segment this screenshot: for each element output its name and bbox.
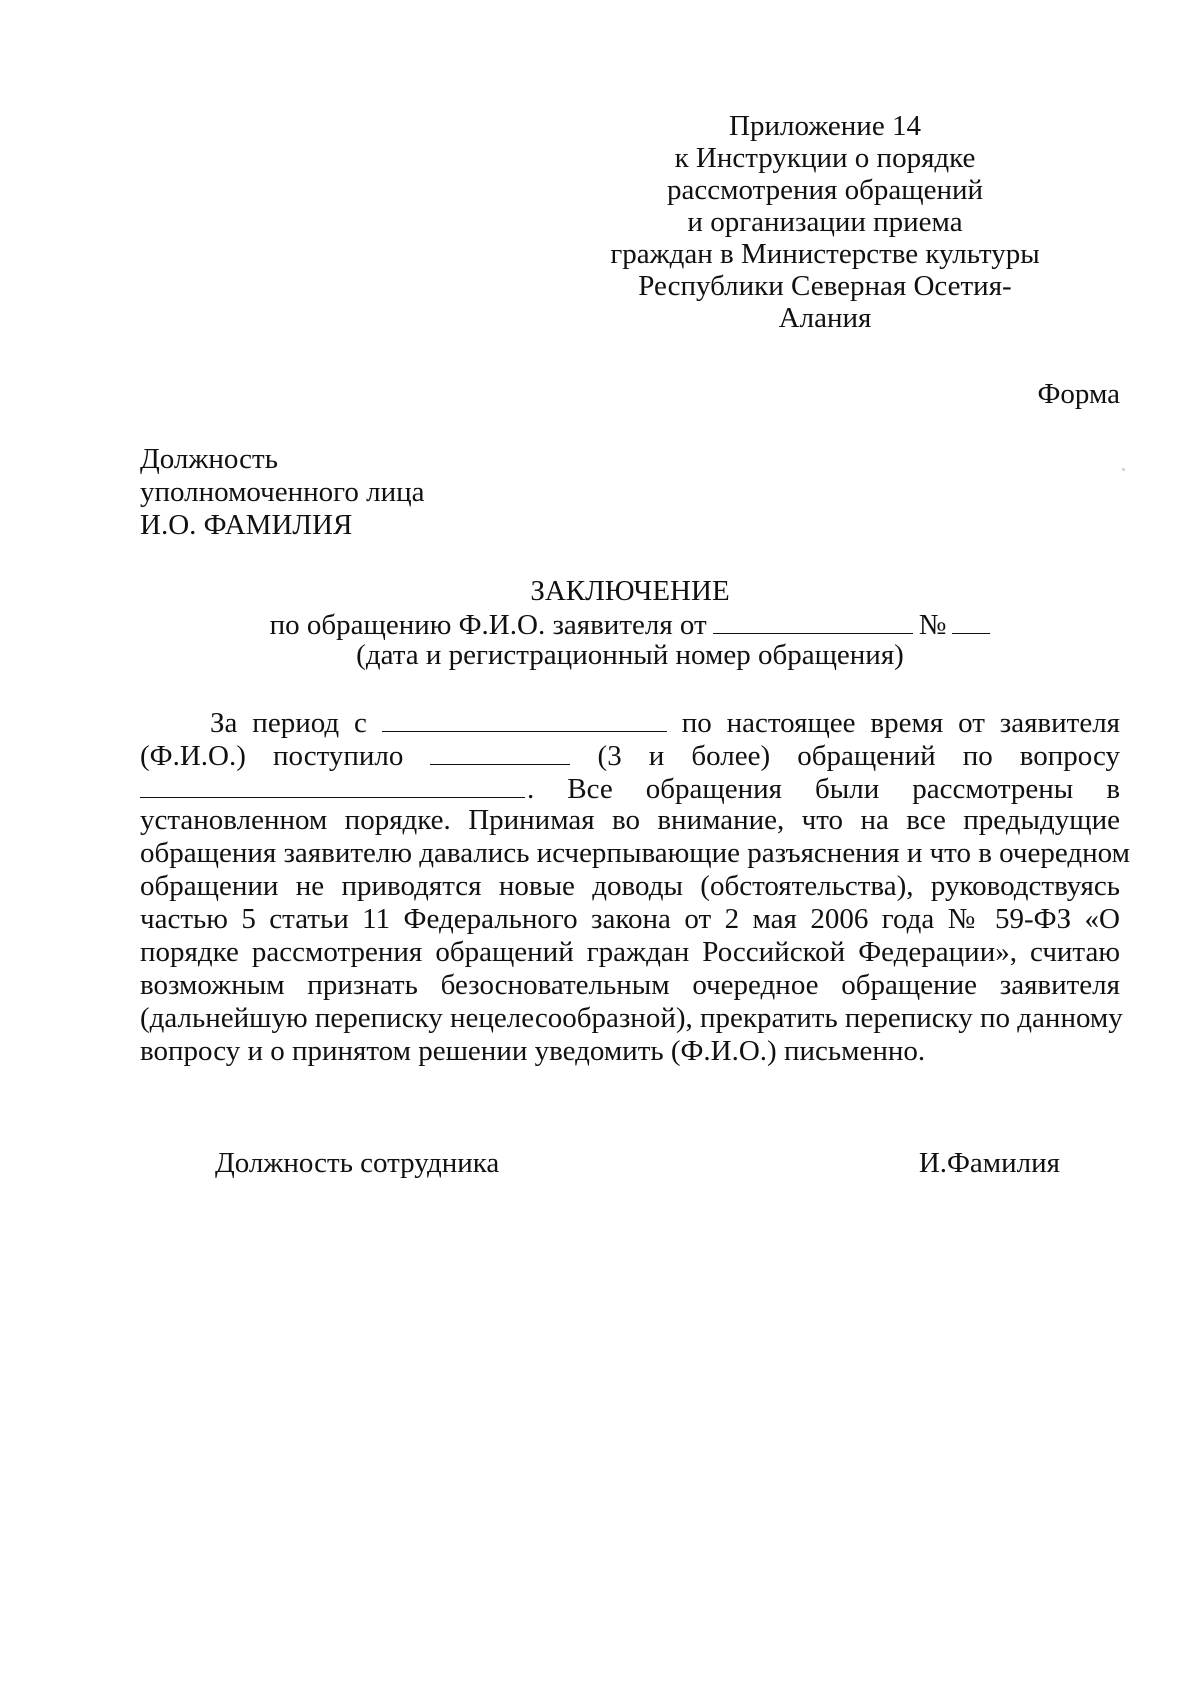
body-word: с — [354, 707, 367, 739]
document-subtitle — [140, 607, 1120, 641]
appendix-line: граждан в Министерстве культуры — [610, 238, 1040, 270]
body-line: обращении не приводятся новые доводы (обстоятельства), руководствуясь — [140, 870, 1120, 902]
period-blank-field[interactable] — [382, 705, 667, 732]
appendix-line: Республики Северная Осетия-Алания — [638, 270, 1012, 334]
appendix-line: Приложение 14 — [729, 110, 921, 142]
addressee-block — [140, 443, 424, 542]
addressee-name: И.О. ФАМИЛИЯ — [140, 509, 353, 541]
appendix-line: рассмотрения обращений — [667, 174, 983, 206]
signature-position: Должность сотрудника — [215, 1147, 500, 1179]
body-word: период — [252, 707, 340, 739]
body-word: Все — [567, 773, 613, 805]
form-label: Форма — [1037, 378, 1120, 410]
body-word: более) — [691, 740, 771, 772]
body-line — [140, 738, 1120, 771]
body-line — [140, 705, 1120, 738]
question-blank-field[interactable] — [140, 771, 525, 798]
body-word: время — [870, 707, 944, 739]
signature-name: И.Фамилия — [918, 1147, 1060, 1179]
body-word: вопросу — [1019, 740, 1121, 772]
body-line: установленном порядке. Принимая во внимание, что на все предыдущие — [140, 804, 1120, 836]
body-word: по — [681, 707, 712, 739]
body-word: были — [815, 773, 880, 805]
body-word: и — [648, 740, 665, 772]
body-word: рассмотрены — [912, 773, 1074, 805]
body-word: . — [527, 773, 535, 805]
registration-number-blank-field[interactable] — [952, 607, 990, 634]
body-word: (3 — [597, 740, 622, 772]
document-title: ЗАКЛЮЧЕНИЕ — [530, 575, 730, 607]
appendix-header — [595, 110, 1055, 334]
body-word: от — [958, 707, 985, 739]
appendix-line: и организации приема — [687, 206, 963, 238]
body-word: поступило — [272, 740, 404, 772]
body-word: в — [1106, 773, 1121, 805]
count-blank-field[interactable] — [430, 738, 570, 765]
body-word: За — [210, 707, 238, 739]
appendix-line: к Инструкции о порядке — [674, 142, 976, 174]
body-word: (Ф.И.О.) — [140, 740, 246, 772]
addressee-position: Должность — [140, 443, 278, 475]
conclusion-body — [140, 705, 1130, 1068]
body-line: порядке рассмотрения обращений граждан Российской Федерации», считаю — [140, 936, 1120, 968]
signature-block — [215, 1147, 1060, 1179]
body-word: обращений — [797, 740, 936, 772]
body-line: обращения заявителю давались исчерпывающие разъяснения и что в очередном — [140, 837, 1130, 869]
body-word: обращения — [645, 773, 782, 805]
body-word: настоящее — [726, 707, 856, 739]
body-line: вопросу и о принятом решении уведомить (Ф.И.О.) письменно. — [140, 1035, 926, 1067]
subtitle-prefix: по обращению Ф.И.О. заявителя от — [269, 609, 707, 641]
body-word: заявителя — [999, 707, 1120, 739]
number-sign: № — [918, 609, 947, 641]
body-line: (дальнейшую переписку нецелесообразной), прекратить переписку по данному — [140, 1002, 1123, 1034]
body-line: частью 5 статьи 11 Федерального закона от 2 мая 2006 года № 59-ФЗ «О — [140, 903, 1120, 935]
body-word: по — [962, 740, 993, 772]
addressee-position: уполномоченного лица — [140, 476, 425, 508]
body-line — [140, 771, 1120, 804]
date-blank-field[interactable] — [713, 607, 913, 634]
body-line: возможным признать безосновательным очередное обращение заявителя — [140, 969, 1120, 1001]
subtitle-note: (дата и регистрационный номер обращения) — [356, 639, 904, 671]
scan-artifact — [1122, 468, 1125, 471]
